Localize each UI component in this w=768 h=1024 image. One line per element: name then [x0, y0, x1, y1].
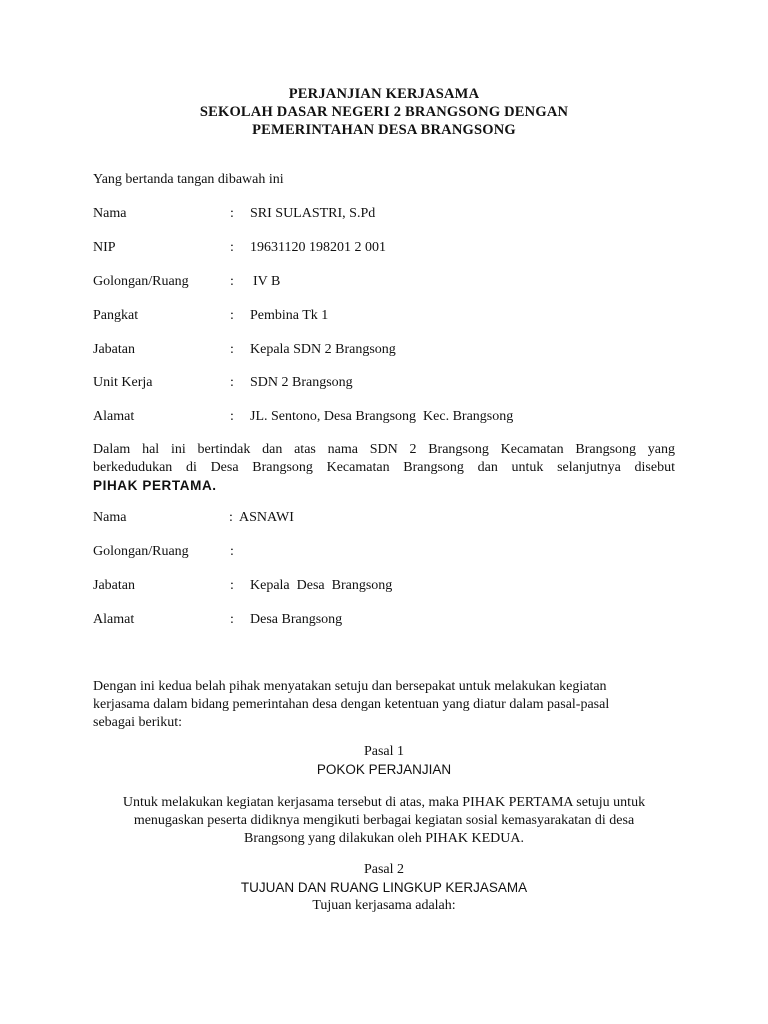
field-value: 19631120 198201 2 001	[250, 240, 386, 255]
pasal-1-number: Pasal 1	[363, 744, 405, 759]
field-label: Golongan/Ruang	[93, 544, 189, 559]
field-colon: :	[230, 409, 234, 424]
doc-title-line-2: SEKOLAH DASAR NEGERI 2 BRANGSONG DENGAN	[199, 104, 569, 120]
field-label: NIP	[93, 240, 116, 255]
field-colon: :	[230, 308, 234, 323]
pasal-1-title: POKOK PERJANJIAN	[316, 762, 452, 777]
field-label: Pangkat	[93, 308, 139, 323]
agreement-line-1: Dengan ini kedua belah pihak menyatakan setuju dan bersepakat untuk melakukan kegiatan	[93, 679, 607, 694]
doc-title-line-3: PEMERINTAHAN DESA BRANGSONG	[252, 122, 516, 138]
field-value: Kepala SDN 2 Brangsong	[250, 342, 396, 357]
pasal-2-number: Pasal 2	[363, 862, 405, 877]
field-value: SRI SULASTRI, S.Pd	[250, 206, 376, 221]
field-label: Jabatan	[93, 578, 135, 593]
field-value: SDN 2 Brangsong	[250, 375, 353, 390]
pasal-1-line-1: Untuk melakukan kegiatan kerjasama tersebut di atas, maka PIHAK PERTAMA setuju untuk	[122, 795, 646, 810]
field-value: ASNAWI	[239, 510, 294, 525]
field-label: Golongan/Ruang	[93, 274, 189, 289]
statement-pihak-pertama: PIHAK PERTAMA.	[93, 478, 217, 493]
field-value: JL. Sentono, Desa Brangsong Kec. Brangsong	[250, 409, 514, 424]
pasal-2-title: TUJUAN DAN RUANG LINGKUP KERJASAMA	[240, 880, 528, 895]
doc-title-line-1: PERJANJIAN KERJASAMA	[288, 86, 480, 102]
field-label: Jabatan	[93, 342, 135, 357]
pasal-1-line-3: Brangsong yang dilakukan oleh PIHAK KEDUA.	[244, 831, 524, 846]
field-label: Nama	[93, 510, 127, 525]
field-colon: :	[230, 544, 234, 559]
field-label: Nama	[93, 206, 127, 221]
pasal-2-subtitle: Tujuan kerjasama adalah:	[312, 898, 456, 913]
pasal-1-line-2: menugaskan peserta didiknya mengikuti berbagai kegiatan sosial kemasyarakatan di desa	[133, 813, 635, 828]
intro-text: Yang bertanda tangan dibawah ini	[93, 172, 284, 187]
field-value: Desa Brangsong	[250, 612, 343, 627]
field-colon: :	[230, 206, 234, 221]
field-label: Alamat	[93, 612, 135, 627]
agreement-line-2: kerjasama dalam bidang pemerintahan desa dengan ketentuan yang diatur dalam pasal-pasal	[93, 697, 610, 712]
statement-line-1: Dalam hal ini bertindak dan atas nama SDN 2 Brangsong Kecamatan Brangsong yang	[93, 442, 675, 457]
field-colon: :	[230, 342, 234, 357]
field-colon: :	[230, 274, 234, 289]
field-label: Alamat	[93, 409, 135, 424]
field-value: Pembina Tk 1	[250, 308, 329, 323]
agreement-line-3: sebagai berikut:	[93, 715, 183, 730]
field-value: IV B	[253, 274, 281, 289]
field-value: Kepala Desa Brangsong	[250, 578, 393, 593]
field-label: Unit Kerja	[93, 375, 153, 390]
statement-line-2: berkedudukan di Desa Brangsong Kecamatan Brangsong dan untuk selanjutnya disebut	[93, 460, 675, 475]
field-colon: :	[230, 578, 234, 593]
field-colon: :	[229, 510, 237, 525]
field-colon: :	[230, 240, 234, 255]
field-colon: :	[230, 375, 234, 390]
field-colon: :	[230, 612, 234, 627]
